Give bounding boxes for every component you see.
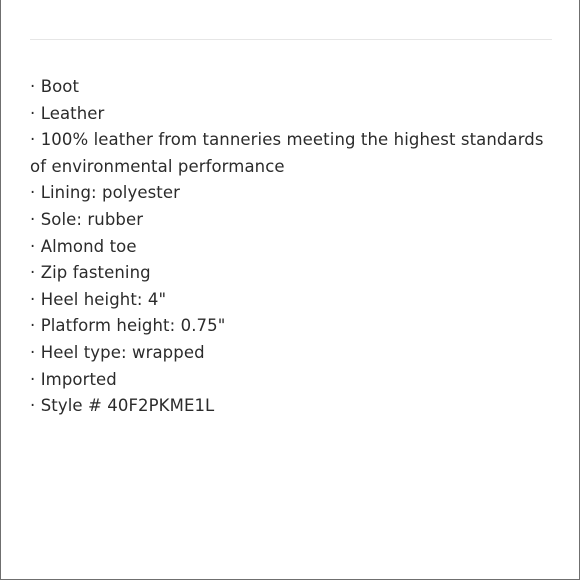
detail-item: · Style # 40F2PKME1L [30,396,215,416]
detail-item: · Sole: rubber [30,209,144,229]
detail-item: · Almond toe [30,236,137,256]
detail-item: · Zip fastening [30,263,151,283]
detail-item: · Heel type: wrapped [30,342,205,362]
detail-item: · Boot [30,77,80,96]
detail-item: · Heel height: 4" [30,289,167,309]
detail-item: · 100% leather from tanneries meeting the highest standards of environmental performance [30,130,544,176]
section-divider [30,39,552,40]
detail-item: · Lining: polyester [30,183,181,203]
detail-item: · Imported [30,369,117,389]
detail-item: · Leather [30,103,105,123]
clipped-text-line [31,0,501,3]
product-details-list [30,74,560,420]
detail-item: · Platform height: 0.75" [30,316,226,336]
